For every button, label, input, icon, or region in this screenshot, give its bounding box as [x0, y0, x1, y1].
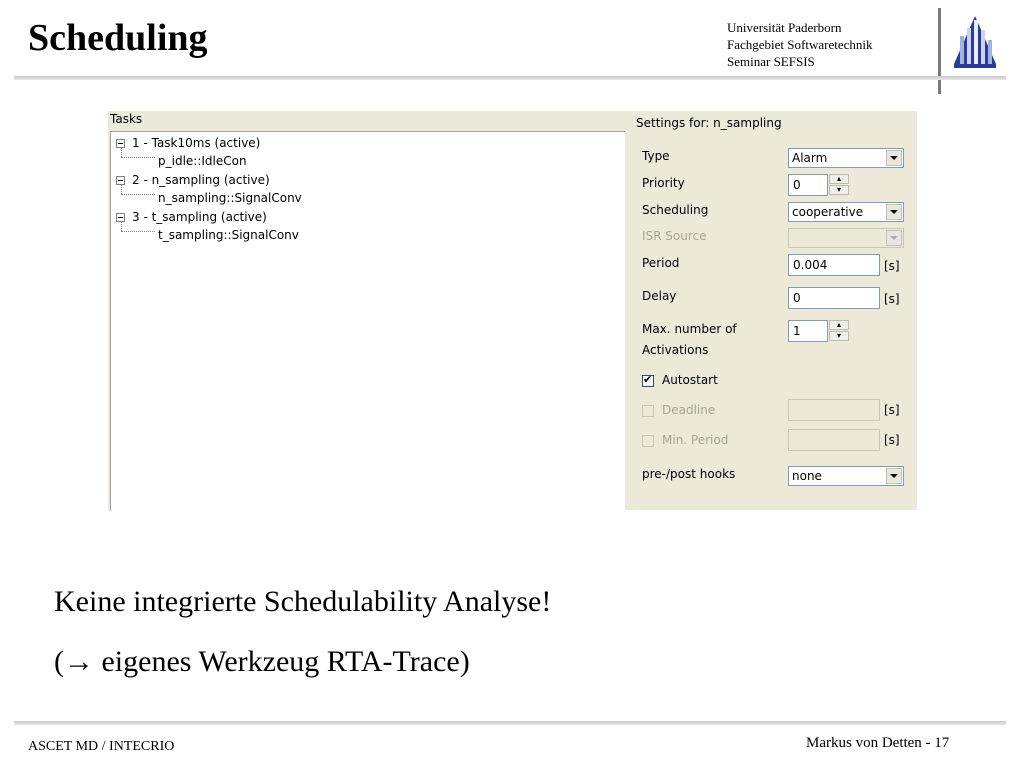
tasks-panel-label: Tasks: [110, 112, 143, 126]
period-unit: [s]: [884, 259, 900, 273]
spin-up-icon[interactable]: ▴: [829, 320, 849, 330]
period-value: 0.004: [793, 258, 828, 272]
dropdown-arrow-icon[interactable]: [886, 204, 902, 220]
tree-connector: [121, 148, 122, 157]
header-divider-vertical: [938, 8, 941, 94]
task-child-node[interactable]: p_idle::IdleCon: [158, 154, 247, 168]
slide-title: Scheduling: [28, 17, 208, 59]
task-tree[interactable]: [110, 131, 625, 511]
collapse-icon[interactable]: [116, 176, 125, 185]
max-activations-spinner-buttons[interactable]: [829, 320, 851, 342]
min-period-input[interactable]: [788, 429, 880, 451]
institution-line: Seminar SEFSIS: [727, 54, 815, 69]
delay-unit: [s]: [884, 292, 900, 306]
body-line: Keine integrierte Schedulability Analyse!: [54, 585, 552, 618]
deadline-input[interactable]: [788, 399, 880, 421]
hooks-select-value: none: [792, 469, 822, 483]
spin-down-icon[interactable]: ▾: [829, 331, 849, 341]
task-node-selected[interactable]: 2 - n_sampling (active): [132, 173, 270, 187]
deadline-checkbox[interactable]: [642, 405, 654, 417]
dropdown-arrow-icon[interactable]: [886, 468, 902, 484]
autostart-checkbox[interactable]: [642, 375, 654, 387]
task-child-node[interactable]: t_sampling::SignalConv: [158, 228, 299, 242]
spin-up-icon[interactable]: ▴: [829, 174, 849, 184]
deadline-unit: [s]: [884, 403, 900, 417]
delay-label: Delay: [642, 289, 677, 303]
institution-line: Fachgebiet Softwaretechnik: [727, 37, 873, 52]
spin-down-icon[interactable]: ▾: [829, 185, 849, 195]
min-period-unit: [s]: [884, 433, 900, 447]
hooks-label: pre-/post hooks: [642, 467, 736, 481]
tree-connector: [121, 222, 122, 231]
footer-right: Markus von Detten - 17: [806, 735, 950, 751]
collapse-icon[interactable]: [116, 213, 125, 222]
delay-input[interactable]: [788, 287, 880, 309]
period-input[interactable]: [788, 254, 880, 276]
hooks-select[interactable]: [788, 466, 904, 486]
university-logo-icon: [952, 14, 998, 70]
task-config-screenshot: [108, 111, 917, 510]
priority-value: 0: [793, 178, 801, 192]
footer-divider: [14, 721, 1006, 725]
isr-source-label: ISR Source: [642, 229, 707, 243]
scheduling-select[interactable]: [788, 202, 904, 222]
deadline-label: Deadline: [662, 403, 716, 417]
tree-connector: [121, 194, 155, 195]
institution-line: Universität Paderborn: [727, 20, 842, 35]
task-node[interactable]: 1 - Task10ms (active): [132, 136, 261, 150]
type-select[interactable]: [788, 148, 904, 168]
min-period-label: Min. Period: [662, 433, 729, 447]
tree-connector: [121, 231, 155, 232]
priority-label: Priority: [642, 176, 685, 190]
autostart-label: Autostart: [662, 373, 718, 387]
scheduling-select-value: cooperative: [792, 205, 864, 219]
scheduling-label: Scheduling: [642, 203, 709, 217]
footer-left: ASCET MD / INTECRIO: [28, 739, 175, 754]
checkmark-icon: ✔: [643, 373, 653, 386]
dropdown-arrow-icon[interactable]: [886, 150, 902, 166]
isr-source-select[interactable]: [788, 228, 904, 248]
max-activations-label: Activations: [642, 343, 709, 357]
max-activations-value: 1: [793, 324, 801, 338]
max-activations-spinner-field[interactable]: [788, 320, 828, 342]
min-period-checkbox[interactable]: [642, 435, 654, 447]
task-child-node[interactable]: n_sampling::SignalConv: [158, 191, 302, 205]
priority-spinner-field[interactable]: [788, 174, 828, 196]
tree-connector: [121, 185, 122, 194]
priority-spinner-buttons[interactable]: [829, 174, 851, 196]
type-select-value: Alarm: [792, 151, 828, 165]
tree-connector: [121, 157, 155, 158]
type-label: Type: [642, 149, 670, 163]
task-node[interactable]: 3 - t_sampling (active): [132, 210, 267, 224]
dropdown-arrow-icon[interactable]: [886, 230, 902, 246]
body-line: (→ eigenes Werkzeug RTA-Trace): [54, 645, 470, 678]
collapse-icon[interactable]: [116, 139, 125, 148]
institution-block: [727, 19, 872, 70]
settings-title: Settings for: n_sampling: [636, 116, 782, 130]
max-activations-label: Max. number of: [642, 322, 737, 336]
delay-value: 0: [793, 291, 801, 305]
period-label: Period: [642, 256, 680, 270]
header-divider: [14, 76, 1006, 80]
